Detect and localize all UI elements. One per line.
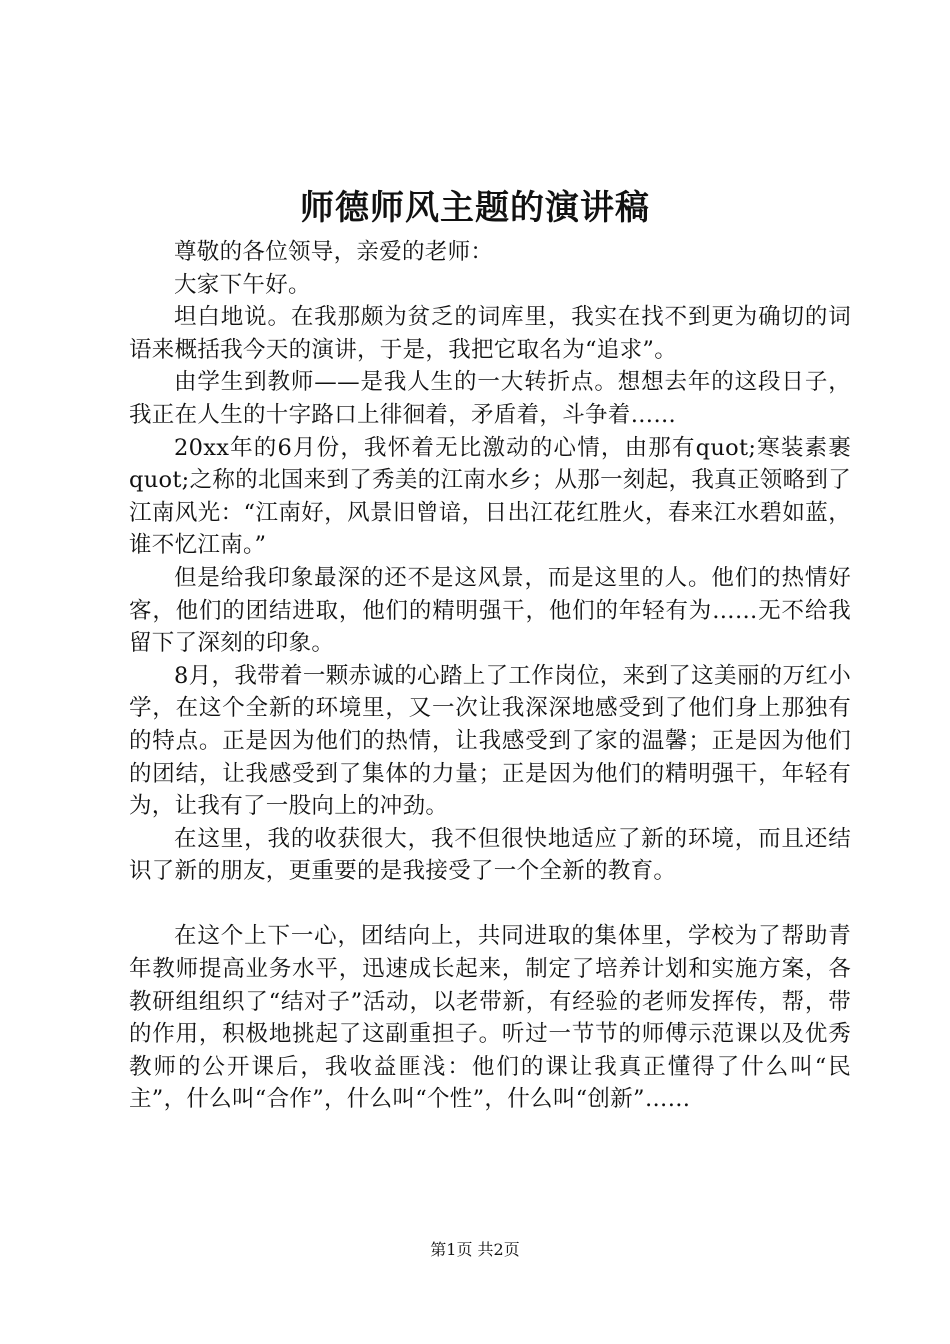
paragraph: 在这个上下一心，团结向上，共同进取的集体里，学校为了帮助青年教师提高业务水平，迅速成长起来，制定了培养计划和实施方案，各教研组组织了“结对子”活动，以老带新，有经验的老师发挥传，帮，带的作用，积极地挑起了这副重担子。听过一节节的师傅示范课以及优秀教师的公开课后，我收益匪浅：他们的课让我真正懂得了什么叫“民主”，什么叫“合作”，什么叫“个性”，什么叫“创新”…… (129, 923, 851, 1113)
paragraph: 在这里，我的收获很大，我不但很快地适应了新的环境，而且还结识了新的朋友，更重要的是我接受了一个全新的教育。 (129, 825, 851, 885)
paragraph: 20xx年的6月份，我怀着无比激动的心情，由那有quot;寒装素裹quot;之称的北国来到了秀美的江南水乡；从那一刻起，我真正领略到了江南风光：“江南好，风景旧曾谙，日出江花红胜火，春来江水碧如蓝，谁不忆江南。” (129, 434, 851, 559)
document-title: 师德师风主题的演讲稿 (300, 188, 650, 228)
paragraph-salutation: 大家下午好。 (174, 271, 311, 298)
paragraph-greeting: 尊敬的各位领导，亲爱的老师： (174, 239, 494, 265)
paragraph: 坦白地说。在我那颇为贫乏的词库里，我实在找不到更为确切的词语来概括我今天的演讲，于是，我把它取名为“追求”。 (129, 304, 851, 363)
page-footer: 第1页 共2页 (430, 1240, 520, 1259)
paragraph: 但是给我印象最深的还不是这风景，而是这里的人。他们的热情好客，他们的团结进取，他们的精明强干，他们的年轻有为……无不给我留下了深刻的印象。 (129, 564, 851, 657)
document-body (129, 236, 851, 1116)
paragraph: 由学生到教师——是我人生的一大转折点。想想去年的这段日子，我正在人生的十字路口上徘徊着，矛盾着，斗争着…… (129, 369, 851, 428)
paragraph: 8月，我带着一颗赤诚的心踏上了工作岗位，来到了这美丽的万红小学，在这个全新的环境里，又一次让我深深地感受到了他们身上那独有的特点。正是因为他们的热情，让我感受到了家的温馨；正是因为他们的团结，让我感受到了集体的力量；正是因为他们的精明强干，年轻有为，让我有了一股向上的冲劲。 (129, 662, 851, 820)
